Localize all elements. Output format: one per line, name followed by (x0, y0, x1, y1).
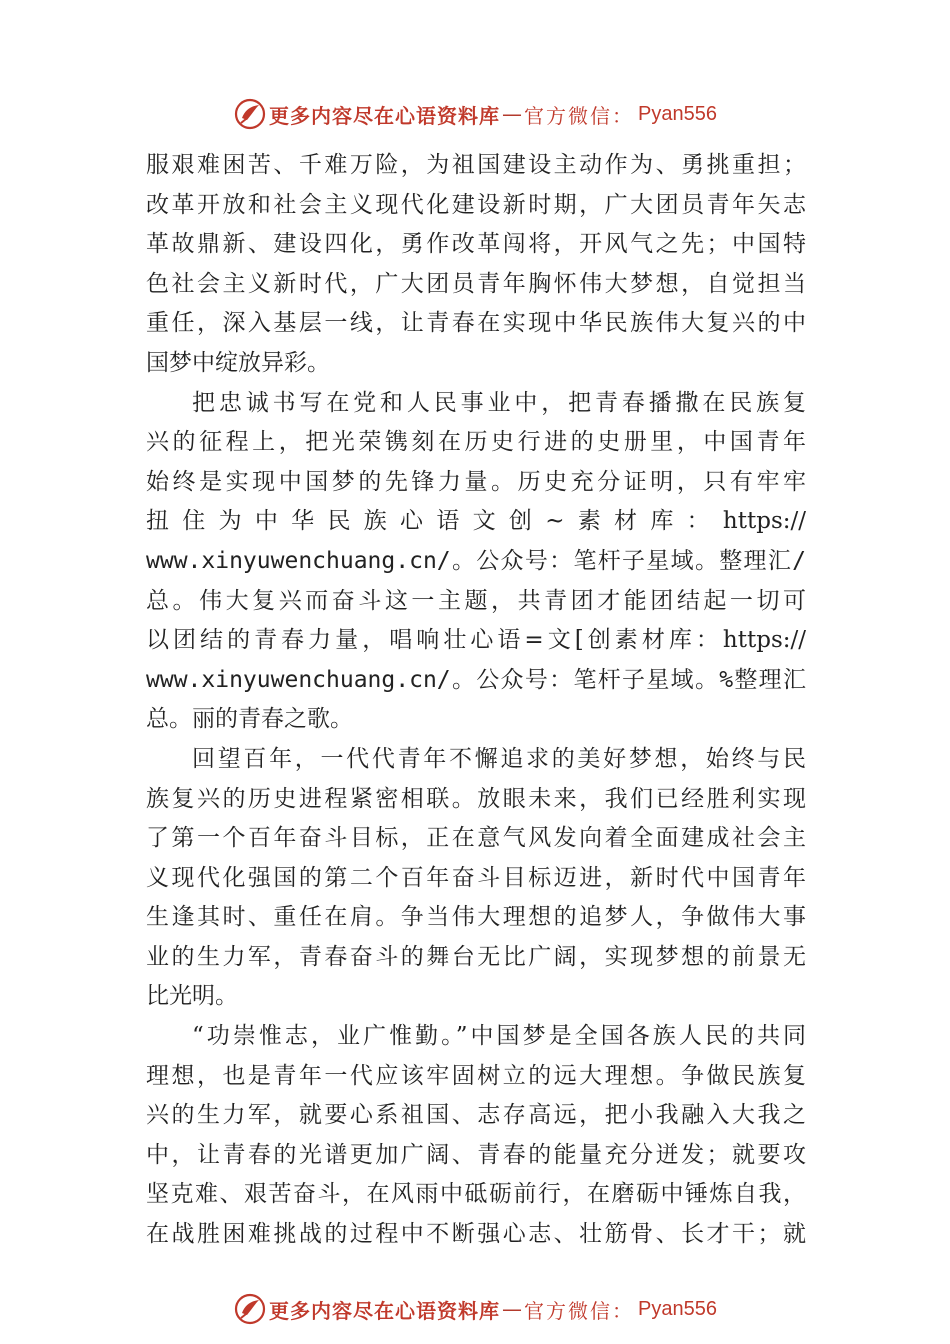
text-line: 始终是实现中国梦的先锋力量。历史充分证明，只有牢牢 (146, 468, 806, 495)
brush-logo-icon (233, 97, 267, 131)
text-line: 生逢其时、重任在肩。争当伟大理想的追梦人，争做伟大事 (146, 904, 806, 931)
text-line: 兴的生力军，就要心系祖国、志存高远，把小我融入大我之 (146, 1102, 806, 1129)
footer-banner (0, 1289, 950, 1329)
text-line: 总。丽的青春之歌。 (146, 706, 353, 733)
text-line: 扭住为中华民族心语文创~素材库：https:// (146, 508, 806, 535)
text-line: 革故鼎新、建设四化，勇作改革闯将，开风气之先；中国特 (146, 231, 806, 258)
header-wechat-id: Pyan556 (638, 102, 717, 125)
text-line: 重任，深入基层一线，让青春在实现中华民族伟大复兴的中 (146, 310, 806, 337)
header-banner-dash: — (502, 102, 523, 126)
header-wechat-label: 官方微信： (524, 103, 635, 128)
paragraph-first-line: 回望百年，一代代青年不懈追求的美好梦想，始终与民 (192, 745, 806, 772)
article-body (146, 146, 806, 1255)
text-line: 改革开放和社会主义现代化建设新时期，广大团员青年矢志 (146, 191, 806, 218)
text-line: 服艰难困苦、千难万险，为祖国建设主动作为、勇挑重担； (146, 152, 806, 178)
header-banner (0, 94, 950, 134)
text-line: 兴的征程上，把光荣镌刻在历史行进的史册里，中国青年 (146, 429, 806, 456)
text-line: 义现代化强国的第二个百年奋斗目标迈进，新时代中国青年 (146, 864, 806, 891)
footer-banner-dash: — (502, 1297, 523, 1321)
text-line-url: www.xinyuwenchuang.cn/。公众号：笔杆子星域。整理汇/ (146, 547, 806, 574)
paragraph-first-line: 把忠诚书写在党和人民事业中，把青春播撒在民族复 (192, 389, 806, 416)
text-line-url: www.xinyuwenchuang.cn/。公众号：笔杆子星域。%整理汇 (146, 666, 806, 693)
text-line: 业的生力军，青春奋斗的舞台无比广阔，实现梦想的前景无 (146, 943, 806, 970)
paragraph-first-line: “功崇惟志，业广惟勤。”中国梦是全国各族人民的共同 (192, 1023, 806, 1050)
text-line: 国梦中绽放异彩。 (146, 349, 330, 376)
text-line: 总。伟大复兴而奋斗这一主题，共青团才能团结起一切可 (146, 587, 806, 614)
text-line: 以团结的青春力量，唱响壮心语=文[创素材库：https:// (146, 627, 806, 654)
text-line: 中，让青春的光谱更加广阔、青春的能量充分迸发；就要攻 (146, 1141, 806, 1168)
text-line: 理想，也是青年一代应该牢固树立的远大理想。争做民族复 (146, 1062, 806, 1089)
text-line: 坚克难、艰苦奋斗，在风雨中砥砺前行，在磨砺中锤炼自我， (146, 1181, 806, 1208)
footer-wechat-label: 官方微信： (524, 1298, 635, 1323)
text-line: 比光明。 (146, 983, 238, 1010)
text-line: 了第一个百年奋斗目标，正在意气风发向着全面建成社会主 (146, 825, 806, 852)
text-line: 在战胜困难挑战的过程中不断强心志、壮筋骨、长才干；就 (146, 1221, 806, 1248)
footer-wechat-id: Pyan556 (638, 1297, 717, 1320)
text-line: 族复兴的历史进程紧密相联。放眼未来，我们已经胜利实现 (146, 785, 806, 812)
brush-logo-icon (233, 1292, 267, 1326)
footer-banner-text: 更多内容尽在心语资料库 (269, 1298, 501, 1323)
header-banner-text: 更多内容尽在心语资料库 (269, 103, 501, 128)
text-line: 色社会主义新时代，广大团员青年胸怀伟大梦想，自觉担当 (146, 270, 806, 297)
